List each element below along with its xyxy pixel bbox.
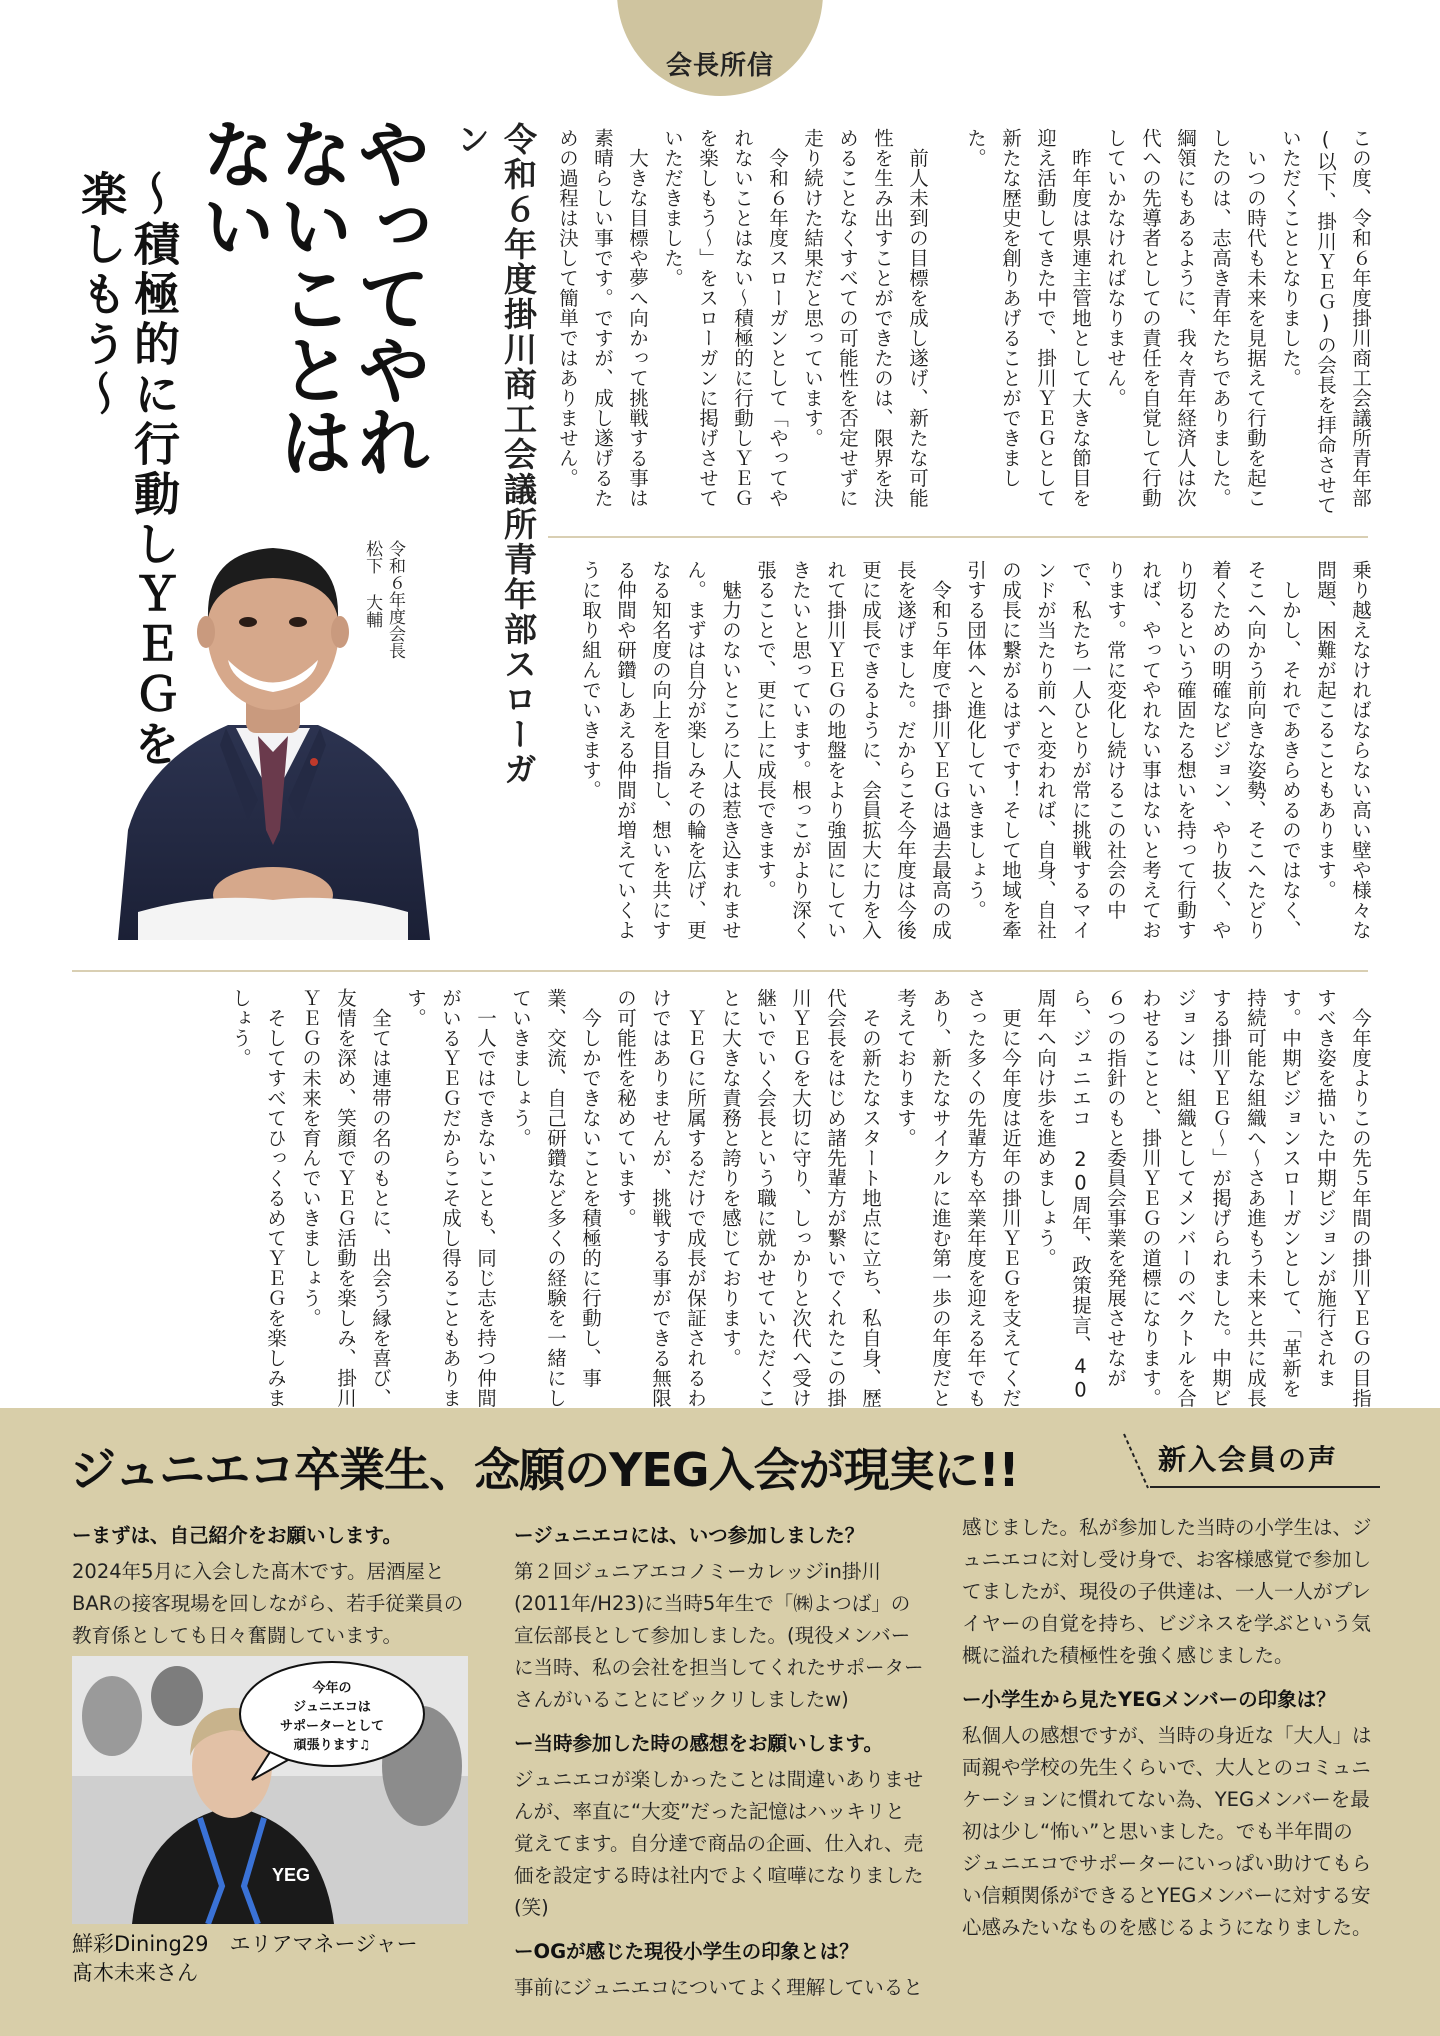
paragraph: ＹＥＧに所属するだけで成長が保証されるわけではありませんが、挑戦する事ができる無限の可能性を秘めています。: [614, 988, 707, 1408]
interview-question: ー当時参加した時の感想をお願いします。: [514, 1732, 883, 1755]
member-title: 鮮彩Dining29 エリアマネージャー: [72, 1932, 418, 1956]
headline: やってやれないことはない: [189, 116, 431, 476]
interview-answer: 2024年5月に入会した髙木です。居酒屋とBARの接客現場を回しながら、若手従業員の教育係としても日々奮闘しています。: [72, 1560, 464, 1647]
member-photo: [72, 1656, 468, 1924]
tag-underline: [1150, 1486, 1380, 1488]
svg-text:YEG: YEG: [272, 1865, 311, 1885]
paragraph: 乗り越えなければならない高い壁や様々な問題、困難が起こることもあります。: [1314, 560, 1372, 940]
paragraph: 魅力のないところに人は惹き込まれません。まずは自分が楽しみその輪を広げ、更なる知名度の向上を目指し、想いを共にする仲間や研鑽しあえる仲間が増えていくように取り組んでいきます。: [579, 560, 742, 940]
interview-column-2: [514, 1520, 924, 2016]
paragraph: 更に今年度は近年の掛川ＹＥＧを支えてくださった多くの先輩方も卒業年度を迎える年でもあり、新たなサイクルに進む第一歩の年度だと考えております。: [894, 988, 1022, 1408]
speech-bubble-line: ジュニエコは: [293, 1700, 371, 1715]
interview-panel: [0, 1408, 1440, 2036]
paragraph: そしてすべてひっくるめてＹＥＧを楽しみましょう。: [229, 988, 287, 1408]
new-member-voice-tag: [1120, 1432, 1380, 1494]
article-section-c: [76, 988, 1378, 1408]
new-member-voice-label: 新入会員の声: [1158, 1443, 1339, 1476]
interview-answer: ジュニエコが楽しかったことは間違いありませんが、率直に“大変”だった記憶はハッキリと覚えてます。自分達で商品の企画、仕入れ、売価を設定する時は社内でよく喧嘩になりました(笑): [514, 1768, 924, 1919]
article-section-b: [550, 560, 1378, 940]
paragraph: この度、令和６年度掛川商工会議所青年部(以下、掛川ＹＥＧ)の会長を拝命させていただくこととなりました。: [1279, 128, 1372, 515]
member-caption: [72, 1930, 418, 1988]
interview-question: ーまずは、自己紹介をお願いします。: [72, 1524, 402, 1547]
interview-column-1: [72, 1520, 470, 1664]
article-section-a-column-1: [942, 128, 1378, 518]
speech-bubble-line: 今年の: [312, 1681, 352, 1696]
paragraph: 今しかできないことを積極的に行動し、事業、交流、自己研鑽など多くの経験を一緒にしていきましょう。: [509, 988, 602, 1408]
slogan-label: 令和６年度掛川商工会議所青年部スローガン: [452, 122, 538, 787]
paragraph: 昨年度は県連主管地として大きな節目を迎え活動してきた中で、掛川ＹＥＧとして新たな歴史を創りあげることができました。: [964, 128, 1092, 508]
paragraph: 令和５年度で掛川ＹＥＧは過去最高の成長を遂げました。だからこそ今年度は今後更に成長できるように、会員拡大に力を入れて掛川ＹＥＧの地盤をより強固にしていきたいと思っています。根っこがより深く張ることで、更に上に成長できます。: [754, 560, 952, 940]
interview-answer: 私個人の感想ですが、当時の身近な「大人」は両親や学校の先生くらいで、大人とのコミュニケーションに慣れてない為、YEGメンバーを最初は少し“怖い”と思いました。でも半年間のジュニエコでサポーターにいっぱい助けてもらい信頼関係ができるとYEGメンバーに対する安心感みたいなものを感じるようになりました。: [962, 1724, 1372, 1939]
paragraph: その新たなスタート地点に立ち、私自身、歴代会長をはじめ諸先輩方が繋いでくれたこの掛川ＹＥＧを大切に守り、しっかりと次代へ受け継いでいく会長という職に就かせていただくことに大きな責務と誇りを感じております。: [719, 988, 882, 1408]
section-badge-label: 会長所信: [665, 51, 774, 81]
paragraph: 令和６年度スローガンとして「やってやれないことはない～積極的に行動しＹＥＧを楽しもう～」をスローガンに掲げさせていただきました。: [661, 128, 789, 508]
interview-question: ージュニエコには、いつ参加しました？: [514, 1524, 865, 1547]
president-name: 松下 大輔: [362, 540, 383, 628]
paragraph: 今年度よりこの先５年間の掛川ＹＥＧの目指すべき姿を描いた中期ビジョンが施行されます。中期ビジョンスローガンとして、「革新を持続可能な組織へ～さあ進もう未来と共に成長する掛川ＹＥＧ～」が掲げられました。中期ビジョンは、組織としてメンバーのベクトルを合わせることと、掛川ＹＥＧの道標になります。６つの指針のもと委員会事業を発展させながら、ジュニエコ 20周年、政策提言、40周年へ向け歩を進めましょう。: [1034, 988, 1372, 1408]
slash-decoration-icon: [1120, 1432, 1150, 1492]
president-role: 令和６年度会長: [385, 540, 405, 659]
paragraph: しかし、それであきらめるのではなく、そこへ向かう前向きな姿勢、そこへたどり着くための明確なビジョン、やり抜く、やり切るという確固たる想いを持って行動すれば、やってやれない事はないと考えております。常に変化し続けるこの社会の中で、私たち一人ひとりが常に挑戦するマインドが当たり前へと変われば、自身、自社の成長に繋がるはずです！そして地域を牽引する団体へと進化していきましょう。: [964, 560, 1302, 940]
subheadline: ～積極的に行動しＹＥＧを楽しもう～: [74, 170, 181, 770]
paragraph: 大きな目標や夢へ向かって挑戦する事は素晴らしい事です。ですが、成し遂げるための過程は決して簡単ではありません。: [556, 128, 649, 508]
speech-bubble-line: サポーターとして: [279, 1719, 385, 1734]
article-section-a-column-2: [550, 128, 935, 518]
interview-answer: 感じました。私が参加した当時の小学生は、ジュニエコに対し受け身で、お客様感覚で参加してましたが、現役の子供達は、一人一人がプレイヤーの自覚を持ち、ビジネスを学ぶという気概に溢れた積極性を強く感じました。: [962, 1516, 1372, 1667]
interview-column-3: [962, 1512, 1372, 1956]
paragraph: 一人ではできないことも、同じ志を持つ仲間がいるＹＥＧだからこそ成し得ることもあります。: [404, 988, 497, 1408]
speech-bubble-line: 頑張ります♫: [293, 1738, 371, 1753]
member-name: 髙木未来さん: [72, 1961, 198, 1985]
president-photo: [108, 500, 438, 940]
paragraph: 前人未到の目標を成し遂げ、新たな可能性を生み出すことができたのは、限界を決めることなくすべての可能性を否定せずに走り続けた結果だと思っています。: [801, 128, 929, 508]
interview-title: ジュニエコ卒業生、念願のYEG入会が現実に!!: [70, 1443, 1019, 1497]
divider: [72, 970, 1368, 972]
interview-question: ーOGが感じた現役小学生の印象とは？: [514, 1940, 859, 1963]
interview-answer: 事前にジュニエコについてよく理解していると: [514, 1976, 923, 1999]
interview-question: ー小学生から見たYEGメンバーの印象は？: [962, 1688, 1336, 1711]
interview-answer: 第２回ジュニアエコノミーカレッジin掛川(2011年/H23)に当時5年生で「㈱よつば」の宣伝部長として参加しました。(現役メンバーに当時、私の会社を担当してくれたサポーターさんがいることにビックリしましたw): [514, 1560, 924, 1711]
divider: [548, 536, 1368, 538]
section-badge: [617, 0, 823, 96]
paragraph: 全ては連帯の名のもとに、出会う縁を喜び、友情を深め、笑顔でＹＥＧ活動を楽しみ、掛川ＹＥＧの未来を育んでいきましょう。: [299, 988, 392, 1408]
paragraph: いつの時代も未来を見据えて行動を起こしたのは、志高き青年たちでありました。綱領にもあるように、我々青年経済人は次代への先導者としての責任を自覚して行動していかなければなりません。: [1104, 128, 1267, 508]
